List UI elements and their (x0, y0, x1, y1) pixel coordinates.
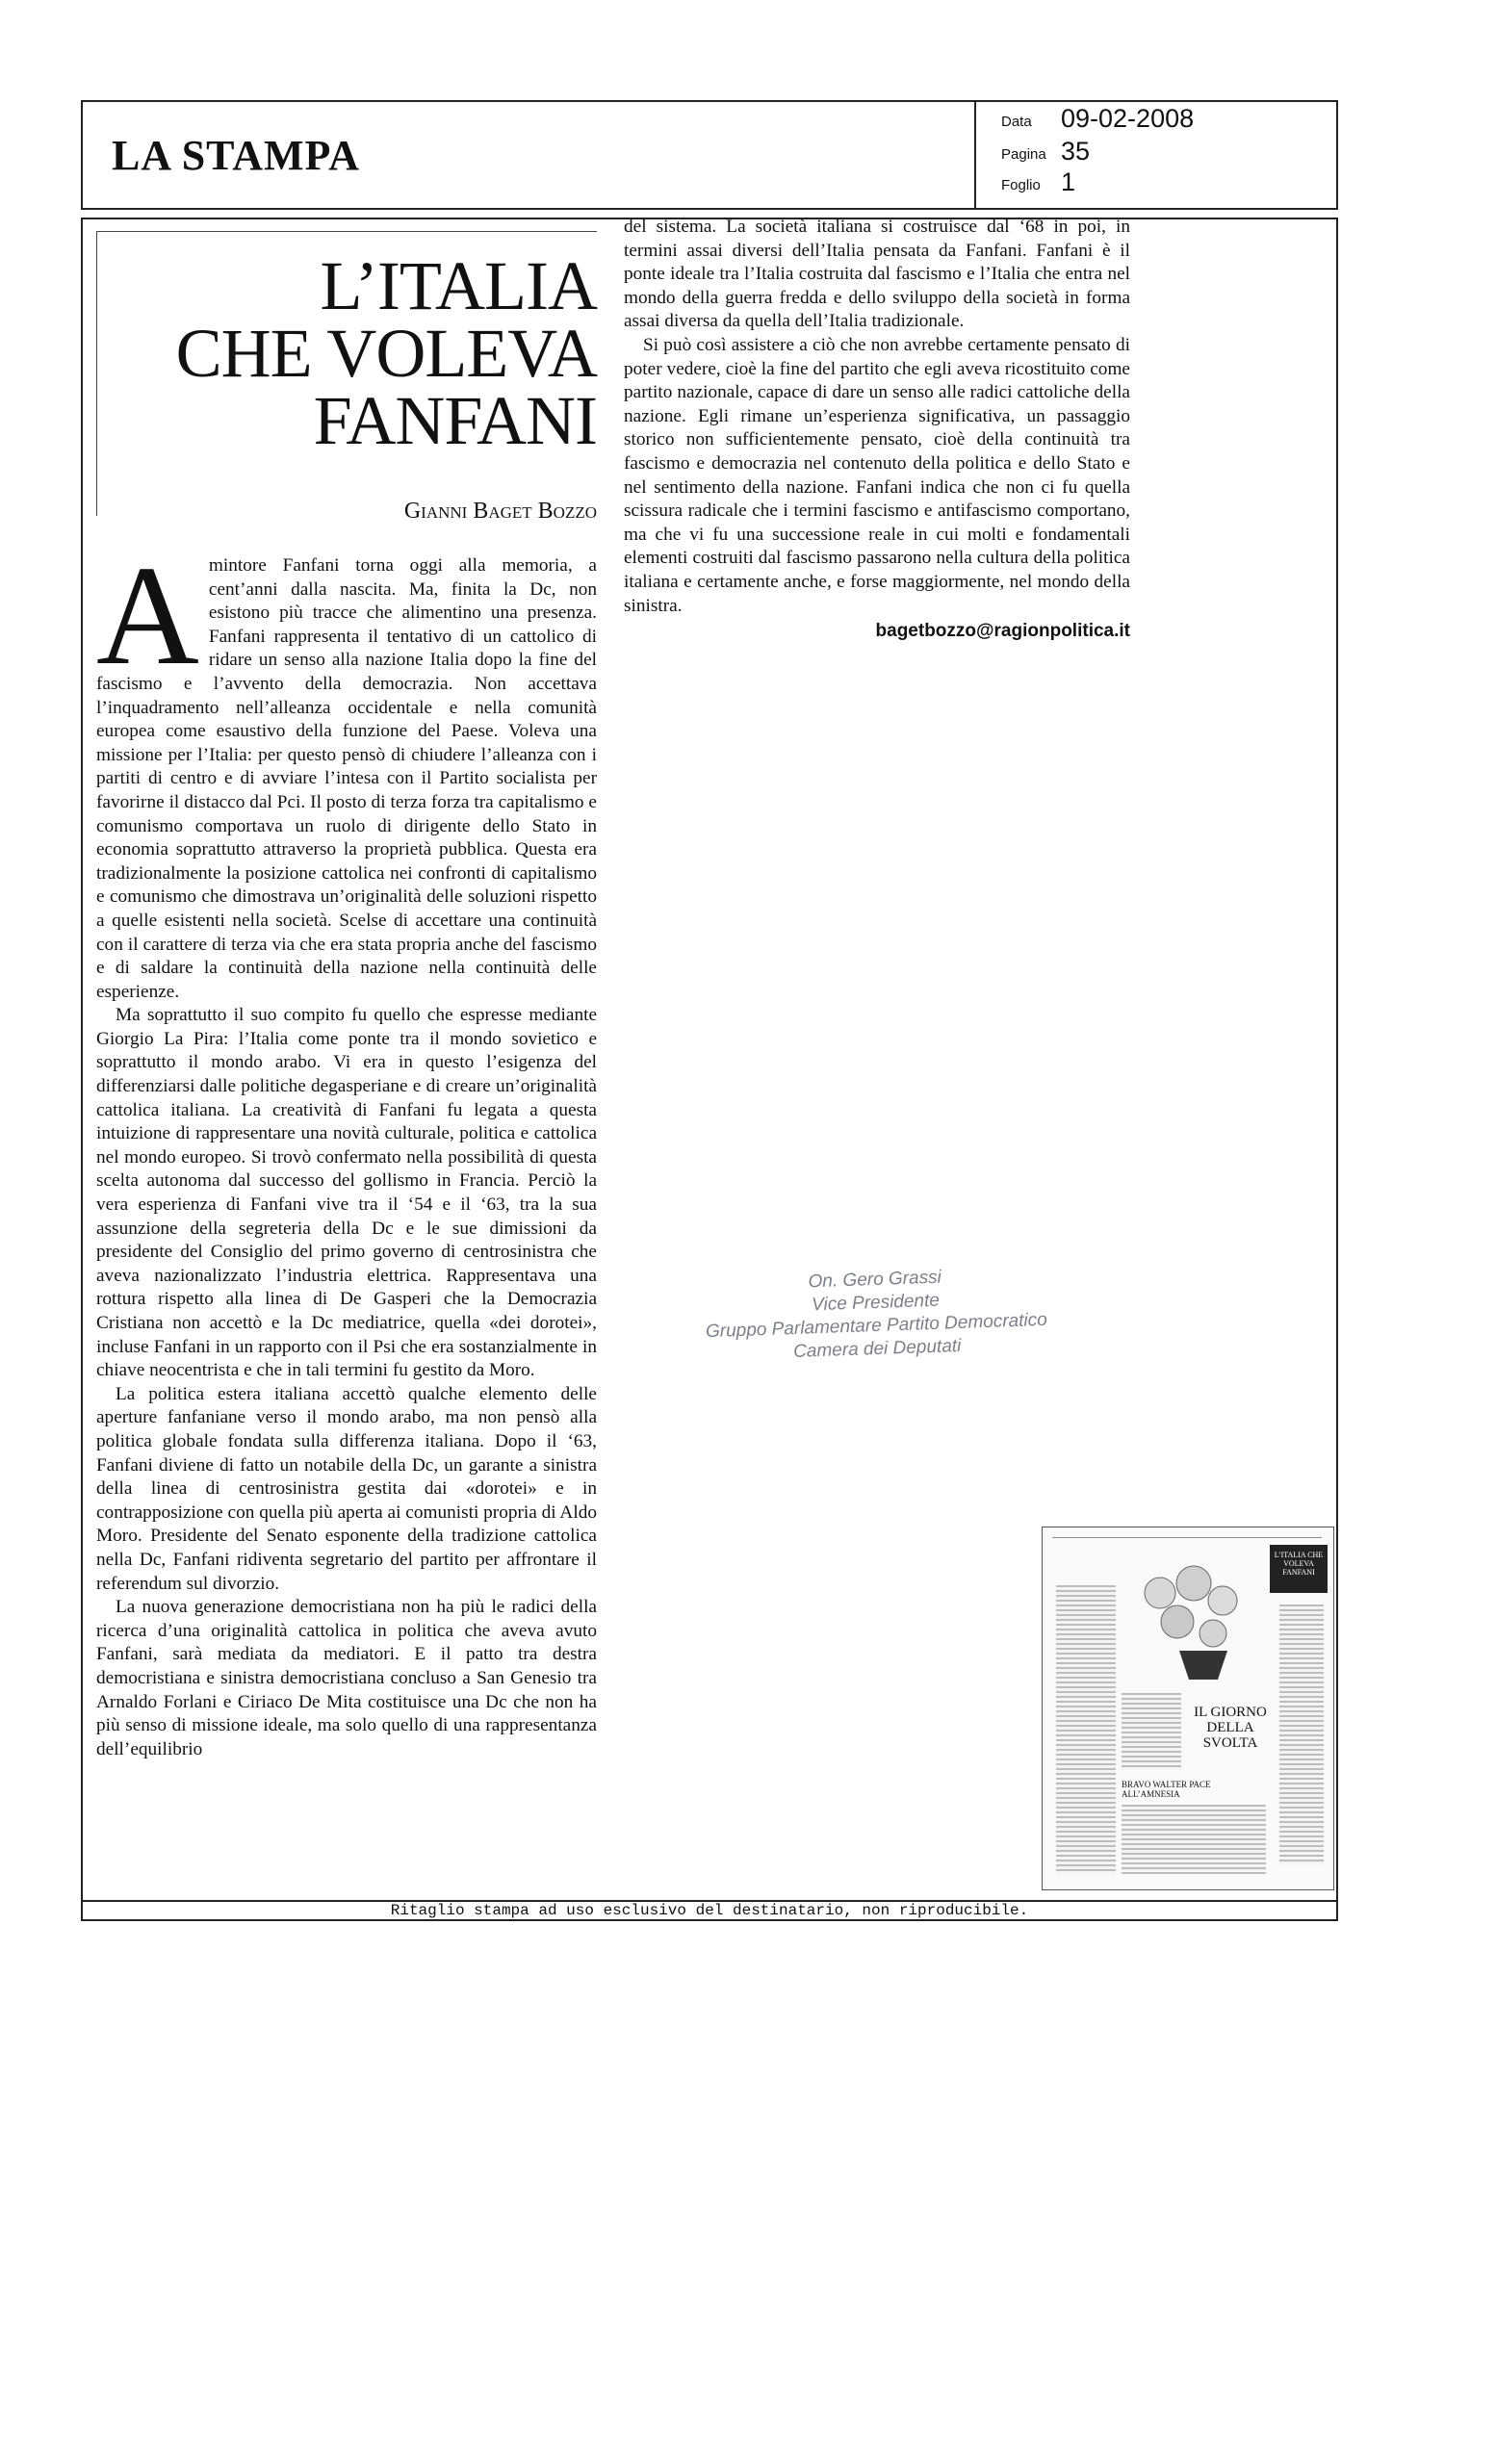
meta-label-pagina: Pagina (1001, 146, 1046, 163)
stamp-line: Gruppo Parlamentare Partito Democratico (705, 1309, 1048, 1343)
thumb-rule (1052, 1537, 1322, 1538)
meta-cell (976, 102, 1336, 208)
header-box (81, 100, 1338, 210)
paragraph (96, 537, 597, 1004)
thumb-illustration (1122, 1554, 1256, 1689)
drop-cap: A (96, 537, 199, 695)
clipping-notice: Ritaglio stampa ad uso esclusivo del destinatario, non riproducibile. (81, 1902, 1338, 1921)
stamp-line: Vice Presidente (811, 1290, 941, 1316)
thumb-headline-bottom: BRAVO WALTER PACE ALL’AMNESIA (1122, 1780, 1211, 1799)
paragraph: Ma soprattutto il suo compito fu quello che espresse mediante Giorgio La Pira: l’Italia come ponte tra il mondo sovietico e soprattutto il mondo arabo. Vi era in questo l’esigenza del differenziarsi dalle politiche degasperiane e di creare un’originalità cattolica italiana. La creatività di Fanfani fu legata a questa intuizione di rappresentare una novità culturale, politica e cattolica nel mondo europeo. Si trovò confermato nella possibilità di questa scelta autonoma dal successo del gollismo in Francia. Perciò la vera esperienza di Fanfani vive tra il ‘54 e il ‘63, tra la sua assunzione della segreteria della Dc e le sue dimissioni da presidente del Consiglio del primo governo di centrosinistra che aveva nazionalizzato l’industria elettrica. Rappresentava una rottura rispetto alla linea di De Gasperi che la Democrazia Cristiana non accettò e la Dc mediatrice, quella «dei dorotei», incluse Fanfani in un rapporto con il Psi che era sostanzialmente in chiave neocentrista e che in tali termini fu gestito da Moro. (96, 1005, 597, 1381)
meta-value-foglio: 1 (1061, 167, 1076, 196)
thumb-text-block (1056, 1585, 1116, 1874)
thumb-text-block (1279, 1604, 1324, 1864)
title-line-1: L’ITALIA (320, 247, 597, 324)
paragraph: La politica estera italiana accettò qualche elemento delle aperture fanfaniane verso il mondo arabo, ma non pensò alla politica globale fondata sulla differenza italiana. Dopo il ‘63, Fanfani diviene di fatto un notabile della Dc, un garante a sinistra della linea di centrosinistra gestita dai «dorotei» e in contrapposizione con quella più aperta ai comunisti propria di Aldo Moro. Presidente del Senato esponente della tradizione cattolica nella Dc, Fanfani ridiventa segretario del partito per affrontare il referendum sul divorzio. (96, 1383, 597, 1594)
paragraph: Si può così assistere a ciò che non avrebbe certamente pensato di poter vedere, cioè la fine del partito che egli aveva ricostituito come partito nazionale, capace di dare un senso alle radici cattoliche della nazione. Egli rimane un’esperienza significativa, un passaggio storico non sufficientemente pensato, cioè della continuità tra fascismo e democrazia nel contenuto della politica e dello Stato e nel sentimento della nazione. Fanfani indica che non ci fu quella scissura radicale che i termini fascismo e antifascismo comportano, ma che vi fu una successione reale in cui molti e fondamentali elementi costruiti dal fascismo passarono nella cultura della politica italiana e certamente anche, e forse maggiormente, nel mondo della sinistra. (624, 334, 1130, 616)
article-column-right (624, 216, 1130, 644)
thumb-headline-side: L’ITALIA CHE VOLEVA FANFANI (1274, 1551, 1324, 1577)
article-title (144, 247, 597, 459)
thumb-text-block (1122, 1693, 1181, 1770)
title-side-rule (96, 231, 97, 516)
thumb-headline-main: IL GIORNO DELLA SVOLTA (1194, 1705, 1267, 1751)
page-thumbnail (1042, 1527, 1334, 1890)
office-stamp (653, 1261, 1098, 1369)
meta-value-pagina: 35 (1061, 137, 1091, 166)
thumb-text-block (1122, 1805, 1266, 1874)
author-byline: Gianni Baget Bozzo (403, 499, 597, 524)
title-line-3: FANFANI (313, 382, 597, 459)
article-column-left (96, 537, 597, 1761)
masthead-cell (83, 102, 976, 208)
title-line-2: CHE VOLEVA (175, 315, 597, 392)
meta-label-foglio: Foglio (1001, 177, 1041, 193)
paragraph: del sistema. La società italiana si costruisce dal ‘68 in poi, in termini assai diversi dell’Italia pensata da Fanfani. Fanfani è il ponte ideale tra l’Italia costruita dal fascismo e l’Italia che entra nel mondo della guerra fredda e dello sviluppo della società in forma assai diversa da quella dell’Italia tradizionale. (624, 217, 1130, 332)
masthead: LA STAMPA (112, 132, 360, 179)
paragraph-text: mintore Fanfani torna oggi alla memoria, a cent’anni dalla nascita. Ma, finita la Dc, non esistono più tracce che alimentino una presenza. Fanfani rappresenta il tentativo di un cattolico di ridare un senso alla nazione Italia dopo la fine del fascismo e l’avvento della democrazia. Non accettava l’inquadramento nell’alleanza occidentale e nella comunità europea come esaustivo della funzione del Paese. Voleva una missione per l’Italia: per questo pensò di chiudere l’alleanza con i partiti di centro e di avviare l’intesa con il Partito socialista per favorirne il distacco dal Pci. Il posto di terza forza tra capitalismo e comunismo comportava un ruolo di dirigente dello Stato in economia soprattutto attraverso la proprietà pubblica. Questa era tradizionalmente la posizione cattolica nei confronti di capitalismo e comunismo che dimostrava un’originalità delle soluzioni rispetto a quelle esistenti nella società. Scelse di accettare una continuità con il carattere di terza via che era stata propria anche del fascismo e di saldare la continuità della nazione nella continuità delle esperienze. (96, 555, 597, 1002)
meta-label-data: Data (1001, 114, 1032, 130)
stamp-line: Camera dei Deputati (792, 1335, 962, 1363)
paragraph: La nuova generazione democristiana non ha più le radici della ricerca d’una originalità cattolica in politica che aveva avuto Fanfani, sarà mediata da mediatori. E il patto tra destra democristiana e sinistra democristiana concluso a San Genesio tra Arnaldo Forlani e Ciriaco De Mita costituisce una Dc che non ha più senso di missione ideale, ma solo quello di una rappresentanza dell’equilibrio (96, 1597, 597, 1759)
thumb-side-box (1270, 1545, 1328, 1593)
stamp-line: On. Gero Grassi (808, 1267, 942, 1293)
meta-value-data: 09-02-2008 (1061, 104, 1195, 133)
author-email: bagetbozzo@ragionpolitica.it (875, 621, 1130, 642)
title-rule (96, 231, 597, 232)
